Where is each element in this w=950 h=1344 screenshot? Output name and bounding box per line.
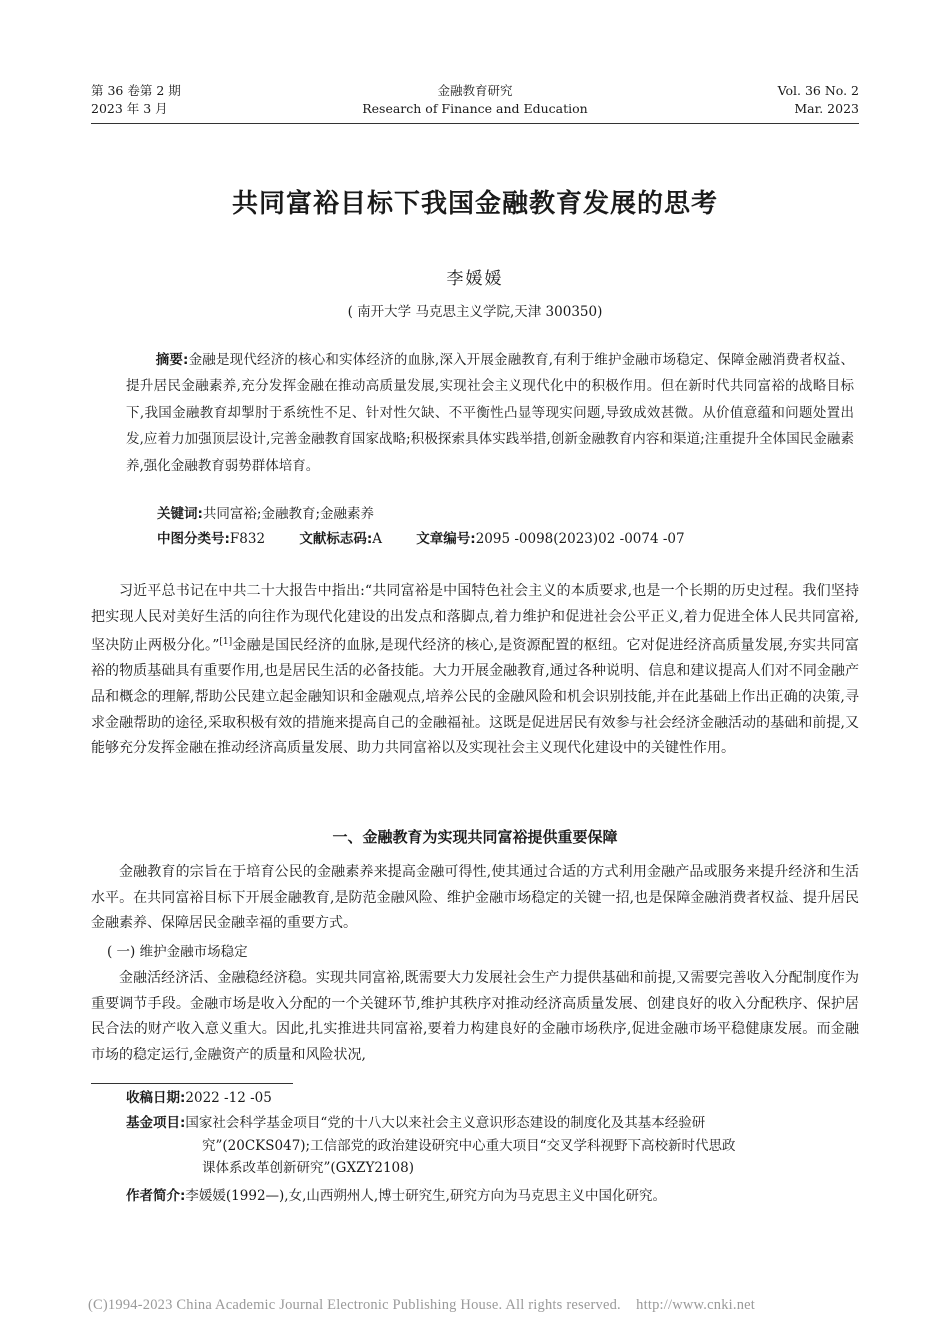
abstract-label: 摘要:: [155, 352, 189, 368]
clc-value: F832: [229, 531, 266, 547]
article-author: 李媛媛: [446, 269, 504, 289]
abstract-text: 金融是现代经济的核心和实体经济的血脉,深入开展金融教育,有利于维护金融市场稳定、保障金融消费者权益、提升居民金融素养,充分发挥金融在推动高质量发展,实现社会主义现代化中的积极作用。但在新时代共同富裕的战略目标下,我国金融教育却掣肘于系统性不足、针对性欠缺、不平衡性凸显等现实问题,导致成效甚微。从价值意蕴和问题处置出发,应着力加强顶层设计,完善金融教育国家战略;积极探索具体实践举措,创新金融教育内容和渠道;注重提升全体国民金融素养,强化金融教育弱势群体培育。: [126, 352, 854, 474]
fund-line-1: 国家社会科学基金项目“党的十八大以来社会主义意识形态建设的制度化及其基本经验研: [185, 1115, 706, 1131]
keywords: [157, 502, 857, 526]
author-bio-label: 作者简介:: [126, 1188, 186, 1204]
journal-name-cn: 金融教育研究: [437, 83, 513, 98]
keywords-label: 关键词:: [157, 506, 203, 522]
issue-volume-en: Vol. 36 No. 2: [777, 83, 859, 98]
fund-line-2: 究”(20CKS047);工信部党的政治建设研究中心重大项目“交叉学科视野下高校新时代思政: [202, 1137, 736, 1154]
clc-label: 中图分类号:: [157, 531, 230, 547]
received-value: 2022 -12 -05: [185, 1090, 272, 1106]
issue-date-en: Mar. 2023: [794, 101, 859, 116]
subsection-paragraph-text: 金融活经济活、金融稳经济稳。实现共同富裕,既需要大力发展社会生产力提供基础和前提,又需要完善收入分配制度作为重要调节手段。金融市场是收入分配的一个关键环节,维护其秩序对推动经济高质量发展、创建良好的收入分配秩序、保护居民合法的财产收入意义重大。因此,扎实推进共同富裕,要着力构建良好的金融市场秩序,促进金融市场平稳健康发展。而金融市场的稳定运行,金融资产的质量和风险状况,: [91, 970, 859, 1063]
subsection-paragraph: [91, 966, 859, 1068]
copyright-notice: (C)1994-2023 China Academic Journal Electronic Publishing House. All rights reserved. http://www.cnki.net: [88, 1297, 756, 1313]
issue-volume: 第 36 卷第 2 期: [91, 83, 181, 98]
footnote-divider: [91, 1083, 293, 1084]
intro-continuation: 金融是国民经济的血脉,是现代经济的核心,是资源配置的枢纽。它对促进经济高质量发展,夯实共同富裕的物质基础具有重要作用,也是居民生活的必备技能。大力开展金融教育,通过各种说明、信息和建议提高人们对不同金融产品和概念的理解,帮助公民建立起金融知识和金融观点,培养公民的金融风险和机会识别技能,并在此基础上作出正确的决策,寻求金融帮助的途径,采取积极有效的措施来提高自己的金融福祉。这既是促进居民有效参与社会经济金融活动的基础和前提,又能够充分发挥金融在推动经济高质量发展、助力共同富裕以及实现社会主义现代化建设中的关键性作用。: [91, 637, 859, 757]
section-paragraph-text: 金融教育的宗旨在于培育公民的金融素养来提高金融可得性,使其通过合适的方式利用金融产品或服务来提升经济和生活水平。在共同富裕目标下开展金融教育,是防范金融风险、维护金融市场稳定的关键一招,也是保障金融消费者权益、提升居民金融素养、保障居民金融幸福的重要方式。: [91, 864, 859, 932]
journal-name-en: Research of Finance and Education: [362, 101, 588, 116]
journal-issue-info-en: [778, 82, 859, 118]
intro-quote: 习近平总书记在中共二十大报告中指出:“共同富裕是中国特色社会主义的本质要求,也是一个长期的历史过程。我们坚持把实现人民对美好生活的向往作为现代化建设的出发点和落脚点,着力维护和促进社会公平正义,着力促进全体人民共同富裕,坚决防止两极分化。”: [91, 583, 859, 654]
abstract: [126, 347, 854, 479]
footnote-received: [126, 1087, 854, 1110]
fund-line-3: 课体系改革创新研究”(GXZY2108): [202, 1160, 414, 1176]
footnote-fund: [126, 1112, 854, 1180]
article-title: 共同富裕目标下我国金融教育发展的思考: [231, 189, 718, 219]
doc-code-label: 文献标志码:: [299, 531, 373, 547]
intro-paragraph: [91, 579, 859, 762]
author-bio-value: 李媛媛(1992—),女,山西朔州人,博士研究生,研究方向为马克思主义中国化研究。: [185, 1188, 666, 1204]
keywords-text: 共同富裕;金融教育;金融素养: [202, 506, 375, 522]
header-divider: [91, 123, 859, 124]
article-number-label: 文章编号:: [416, 531, 476, 547]
citation-ref[interactable]: [1]: [219, 637, 233, 648]
classification-row: [157, 527, 857, 551]
subsection-heading: ( 一) 维护金融市场稳定: [107, 944, 248, 960]
section-paragraph: [91, 860, 859, 937]
footnote-author-bio: [126, 1185, 854, 1208]
received-label: 收稿日期:: [126, 1090, 186, 1106]
article-number-value: 2095 -0098(2023)02 -0074 -07: [475, 531, 685, 547]
doc-code-value: A: [372, 531, 382, 547]
issue-date: 2023 年 3 月: [91, 101, 168, 116]
fund-label: 基金项目:: [126, 1115, 186, 1131]
author-affiliation: ( 南开大学 马克思主义学院,天津 300350): [347, 304, 603, 320]
section-heading: 一、金融教育为实现共同富裕提供重要保障: [332, 828, 618, 846]
